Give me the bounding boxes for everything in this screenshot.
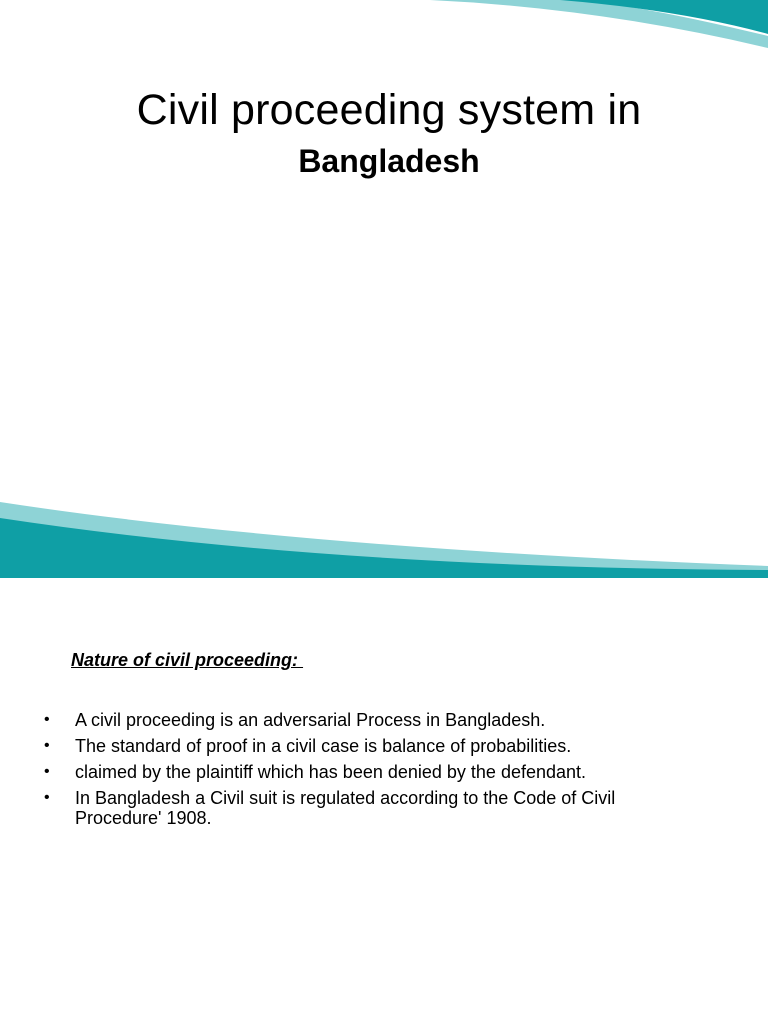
bullet-icon: • [44, 711, 50, 728]
list-item-text: A civil proceeding is an adversarial Process in Bangladesh. [75, 710, 546, 730]
bullet-icon: • [44, 763, 50, 780]
list-item [44, 788, 704, 828]
list-item-text: In Bangladesh a Civil suit is regulated according to the Code of Civil Procedure' 1908. [75, 788, 616, 828]
list-item-text: The standard of proof in a civil case is balance of probabilities. [75, 736, 572, 756]
list-item [44, 710, 704, 730]
slide-subtitle: Bangladesh [298, 143, 480, 179]
slide-title: Civil proceeding system in [136, 86, 642, 134]
list-item-text: claimed by the plaintiff which has been denied by the defendant. [75, 762, 587, 782]
bullet-icon: • [44, 737, 50, 754]
section-heading: Nature of civil proceeding: [71, 650, 304, 670]
bullet-icon: • [44, 789, 50, 806]
content-slide [0, 578, 768, 1024]
list-item [44, 762, 704, 782]
bullet-list [44, 710, 704, 834]
list-item [44, 736, 704, 756]
